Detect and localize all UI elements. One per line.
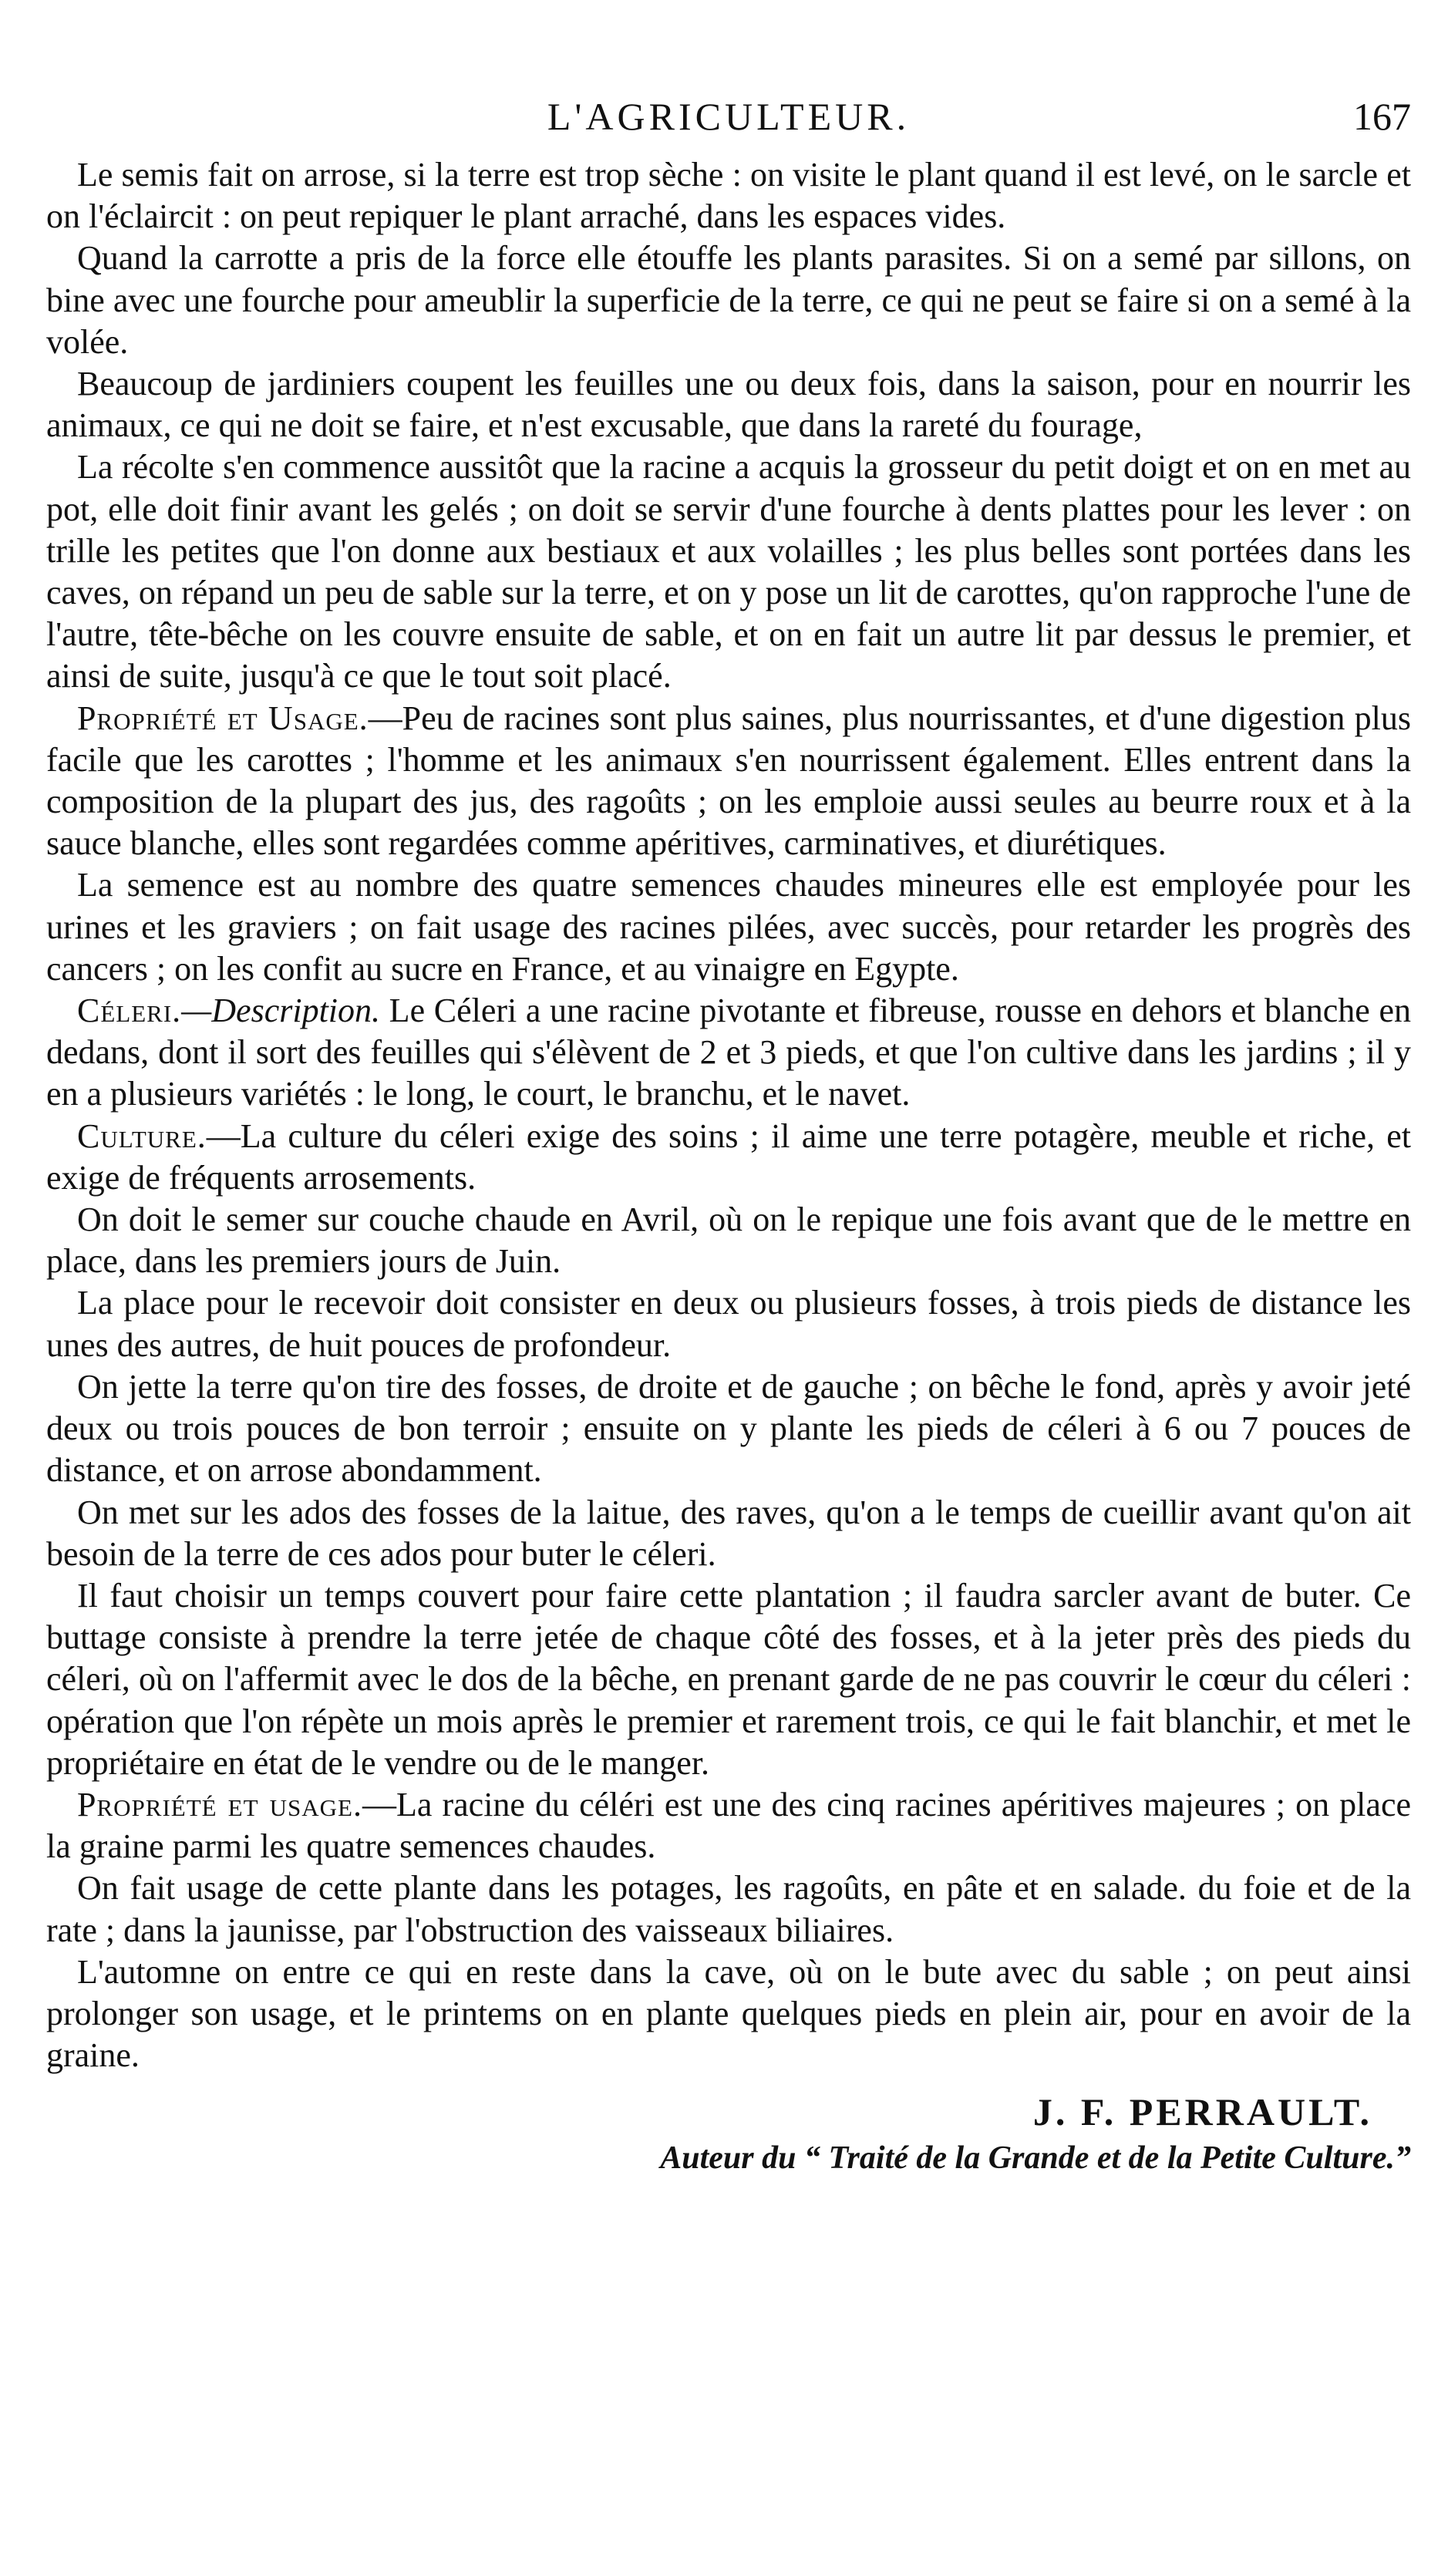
- author-name: J. F. PERRAULT.: [1032, 2090, 1372, 2134]
- signature: [46, 2087, 1411, 2180]
- paragraph-text: On met sur les ados des fosses de la laitue, des raves, qu'on a le temps de cueillir avant qu'on ait besoin de la terre de ces ados pour buter le céleri.: [46, 1493, 1411, 1573]
- author-credit: Auteur du “ Traité de la Grande et de la Petite Culture.”: [660, 2140, 1411, 2177]
- paragraph: [46, 1867, 1411, 1951]
- section-heading: Propriété et usage.: [77, 1785, 362, 1823]
- paragraph: [46, 237, 1411, 363]
- page-number: 167: [1353, 95, 1411, 138]
- section-heading: Propriété et Usage.: [77, 699, 369, 737]
- paragraph-text: L'automne on entre ce qui en reste dans la cave, où on le bute avec du sable ; on peut ainsi prolonger son usage, et le printems on en plante quelques pieds en plein air, pour en avoir de la graine.: [46, 1952, 1411, 2075]
- paragraph: [46, 363, 1411, 446]
- paragraph: [46, 1951, 1411, 2077]
- paragraph: [46, 698, 1411, 865]
- article-body: [46, 154, 1411, 2076]
- paragraph-text: La place pour le recevoir doit consister en deux ou plusieurs fosses, à trois pieds de distance les unes des autres, de huit pouces de profondeur.: [46, 1284, 1411, 1364]
- page-header: [46, 77, 1411, 154]
- paragraph-text: On jette la terre qu'on tire des fosses, de droite et de gauche ; on bêche le fond, après y avoir jeté deux ou trois pouces de bon terroir ; ensuite on y plante les pieds de céleri à 6 ou 7 pouces de distance, et on arrose abondamment.: [46, 1367, 1411, 1490]
- paragraph-text: Beaucoup de jardiniers coupent les feuilles une ou deux fois, dans la saison, pour en nourrir les animaux, ce qui ne doit se faire, et n'est excusable, que dans la rareté du fourage,: [46, 365, 1411, 445]
- section-heading: Céleri.: [77, 992, 182, 1030]
- paragraph-text: Quand la carrotte a pris de la force elle étouffe les plants parasites. Si on a semé par sillons, on bine avec une fourche pour ameublir la superficie de la terre, ce qui ne peut se faire si on a semé à la volée.: [46, 239, 1411, 361]
- paragraph-text: Le semis fait on arrose, si la terre est trop sèche : on visite le plant quand il est levé, on le sarcle et on l'éclaircit : on peut repiquer le plant arraché, dans les espaces vides.: [46, 156, 1411, 236]
- paragraph-text: —La racine du céléri est une des cinq racines apéritives majeures ; on place la graine parmi les quatre semences chaudes.: [46, 1785, 1411, 1866]
- paragraph: [46, 1116, 1411, 1199]
- section-subheading: —Description.: [181, 992, 381, 1030]
- running-title: L'AGRICULTEUR.: [547, 95, 911, 138]
- paragraph-text: —La culture du céleri exige des soins ; il aime une terre potagère, meuble et riche, et exige de fréquents arrosements.: [46, 1116, 1411, 1197]
- paragraph: [46, 1492, 1411, 1575]
- section-heading: Culture.: [77, 1116, 207, 1155]
- paragraph: [46, 1366, 1411, 1492]
- paragraph-text: On doit le semer sur couche chaude en Avril, où on le repique une fois avant que de le mettre en place, dans les premiers jours de Juin.: [46, 1200, 1411, 1281]
- paragraph: [46, 1575, 1411, 1784]
- page: [46, 77, 1411, 2180]
- paragraph-text: Le Céleri a une racine pivotante et fibreuse, rousse en dehors et blanche en dedans, dont il sort des feuilles qui s'élèvent de 2 et 3 pieds, et que l'on cultive dans les jardins ; il y en a plusieurs variétés : le long, le court, le branchu, et le navet.: [46, 992, 1411, 1113]
- paragraph: [46, 990, 1411, 1116]
- paragraph: [46, 864, 1411, 990]
- paragraph: [46, 1282, 1411, 1365]
- paragraph-text: —Peu de racines sont plus saines, plus nourrissantes, et d'une digestion plus facile que les carottes ; l'homme et les animaux s'en nourrissent également. Elles entrent dans la composition de la plupart des jus, des ragoûts ; on les emploie aussi seules au beurre roux et à la sauce blanche, elles sont regardées comme apéritives, carminatives, et diurétiques.: [46, 699, 1411, 863]
- paragraph-text: On fait usage de cette plante dans les potages, les ragoûts, en pâte et en salade. du foie et de la rate ; dans la jaunisse, par l'obstruction des vaisseaux biliaires.: [46, 1869, 1411, 1949]
- paragraph-text: La récolte s'en commence aussitôt que la racine a acquis la grosseur du petit doigt et on en met au pot, elle doit finir avant les gelés ; on doit se servir d'une fourche à dents plattes pour les lever : on trille les petites que l'on donne aux bestiaux et aux volailles ; les plus belles sont portées dans les caves, on répand un peu de sable sur la terre, et on y pose un lit de carottes, qu'on rapproche l'une de l'autre, tête-bêche on les couvre ensuite de sable, et on en fait un autre lit par dessus le premier, et ainsi de suite, jusqu'à ce que le tout soit placé.: [46, 448, 1411, 695]
- paragraph: [46, 446, 1411, 697]
- paragraph: [46, 154, 1411, 237]
- paragraph: [46, 1199, 1411, 1282]
- paragraph-text: Il faut choisir un temps couvert pour faire cette plantation ; il faudra sarcler avant de buter. Ce buttage consiste à prendre la terre jetée de chaque côté des fosses, et à la jeter près des pieds du céleri, où on l'affermit avec le dos de la bêche, en prenant garde de ne pas couvrir le cœur du céleri : opération que l'on répète un mois après le premier et rarement trois, ce qui le fait blanchir, et met le propriétaire en état de le vendre ou de le manger.: [46, 1576, 1411, 1782]
- paragraph-text: La semence est au nombre des quatre semences chaudes mineures elle est employée pour les urines et les graviers ; on fait usage des racines pilées, avec succès, pour retarder les progrès des cancers ; on les confit au sucre en France, et au vinaigre en Egypte.: [46, 866, 1411, 988]
- paragraph: [46, 1784, 1411, 1867]
